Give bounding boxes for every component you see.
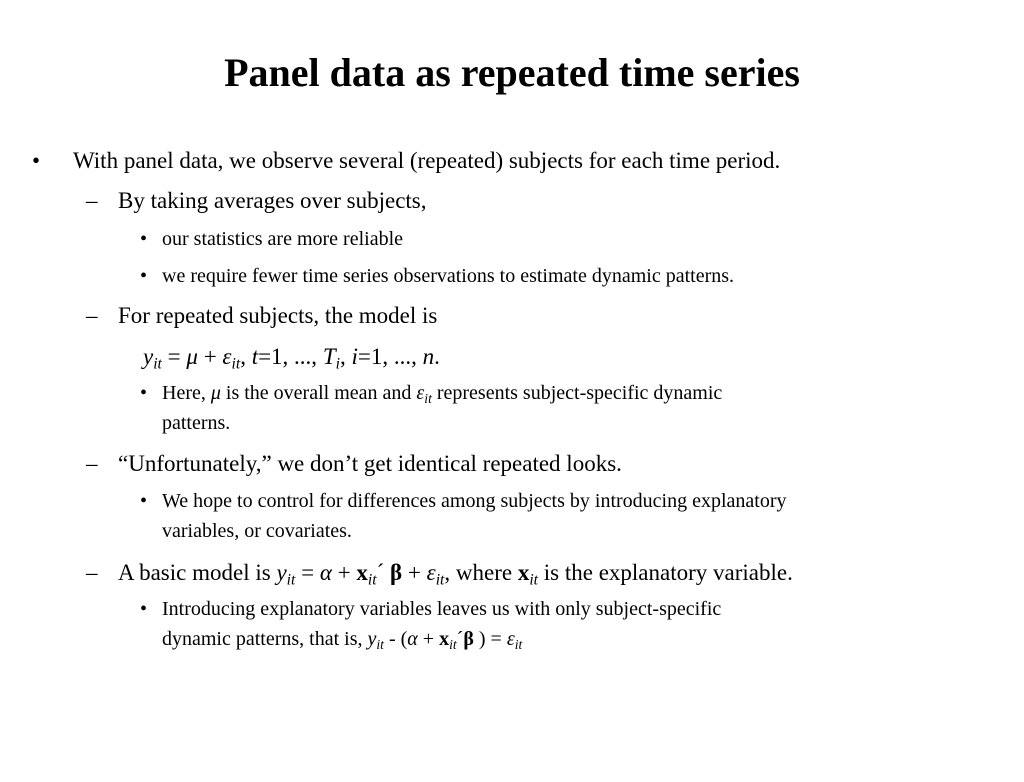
hope-text: We hope to control for differences among subjects by introducing explanatory xyxy=(162,490,787,512)
intro-text: With panel data, we observe several (repeated) subjects for each time period. xyxy=(73,148,781,173)
bullet-dash: – xyxy=(86,451,98,476)
here-text: Here, μ is the overall mean and $\varepsilon_{it}$ represents subject-specific dynamic xyxy=(162,382,723,406)
model-intro-text: For repeated subjects, the model is xyxy=(118,303,438,328)
hope-text-line2: variables, or covariates. xyxy=(162,520,352,542)
bullet-dash: – xyxy=(86,303,98,328)
here-text-line2: patterns. xyxy=(162,412,231,434)
fewer-text: we require fewer time series observations to estimate dynamic patterns. xyxy=(162,265,735,287)
bullet-dot: • xyxy=(140,598,148,620)
introducing-text-line2: dynamic patterns, that is, $y_{it} - (\alpha$ + $x_{it}´\beta$ ) = $\varepsilon_{it}$ xyxy=(162,628,523,652)
model-equation: $y_{it} = \mu + \varepsilon_{it}$, t=1, ..., $T_i$, i=1, ..., n. xyxy=(143,344,440,373)
bullet-dot: • xyxy=(140,265,148,287)
bullet-dot: • xyxy=(32,148,41,173)
introducing-text: Introducing explanatory variables leaves us with only subject-specific xyxy=(162,598,722,620)
bullet-dash: – xyxy=(86,188,98,213)
bullet-dot: • xyxy=(140,382,148,404)
slide-title: Panel data as repeated time series xyxy=(224,50,800,95)
averages-text: By taking averages over subjects, xyxy=(118,188,427,213)
unfortunately-text: “Unfortunately,” we don’t get identical repeated looks. xyxy=(118,451,622,476)
bullet-dot: • xyxy=(140,228,148,250)
bullet-dot: • xyxy=(140,490,148,512)
basic-model-text: A basic model is $y_{it} = \alpha$ + $x_{it}´$ $\beta + \varepsilon_{it}$, where $x_{it}$ is the explanatory variable. xyxy=(118,560,793,589)
bullet-dash: – xyxy=(86,560,98,585)
reliable-text: our statistics are more reliable xyxy=(162,228,404,250)
